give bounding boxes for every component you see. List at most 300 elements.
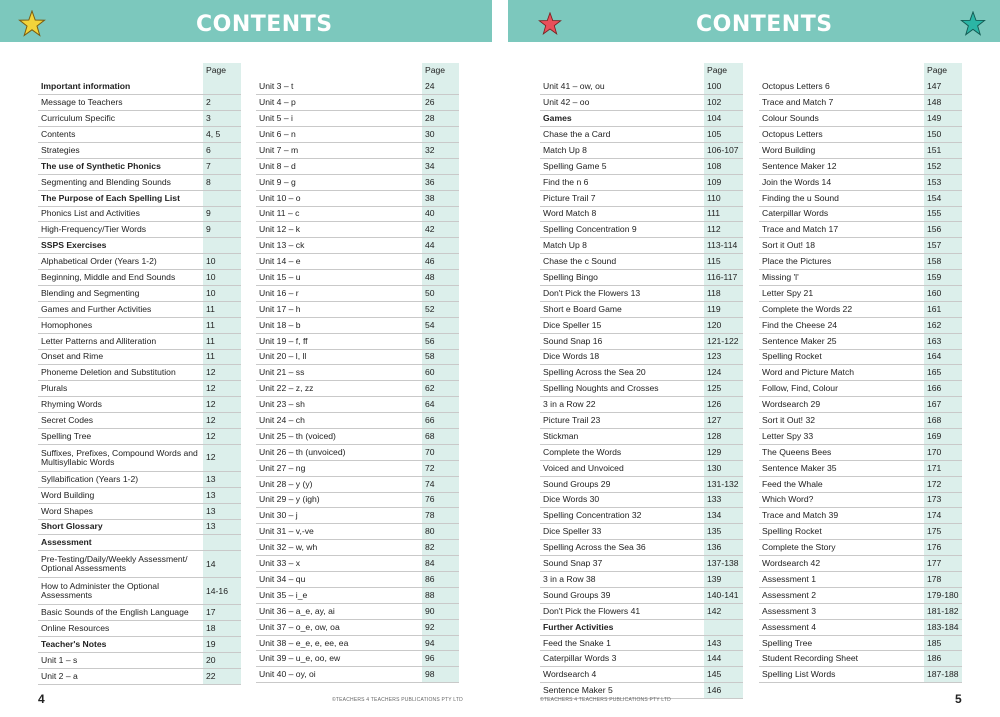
toc-row (38, 127, 241, 143)
toc-entry-page: 144 (704, 651, 743, 667)
toc-entry-page: 177 (924, 556, 962, 572)
toc-row (38, 142, 241, 158)
toc-row (256, 301, 459, 317)
toc-entry-title: Octopus Letters 6 (759, 79, 924, 95)
toc-row (38, 381, 241, 397)
toc-row (759, 365, 962, 381)
toc-row (759, 206, 962, 222)
toc-entry-page: 100 (704, 79, 743, 95)
toc-entry-title: Games and Further Activities (38, 301, 203, 317)
toc-entry-title: Picture Trail 7 (540, 190, 704, 206)
toc-entry-title: Unit 41 – ow, ou (540, 79, 704, 95)
toc-column-2 (256, 63, 459, 683)
toc-row (256, 667, 459, 683)
toc-entry-title: Don't Pick the Flowers 13 (540, 285, 704, 301)
toc-row (540, 635, 743, 651)
toc-header-blank (540, 63, 704, 79)
toc-row (38, 333, 241, 349)
toc-row (256, 317, 459, 333)
toc-row (540, 190, 743, 206)
toc-entry-page (203, 79, 241, 95)
toc-entry-page: 40 (422, 206, 459, 222)
toc-entry-page: 19 (203, 637, 241, 653)
toc-row (759, 333, 962, 349)
toc-row (38, 637, 241, 653)
toc-entry-title: Dice Words 30 (540, 492, 704, 508)
toc-row (540, 79, 743, 95)
toc-entry-page: 42 (422, 222, 459, 238)
toc-entry-title: Chase the a Card (540, 127, 704, 143)
toc-entry-title: Unit 23 – sh (256, 397, 422, 413)
toc-entry-page (203, 535, 241, 551)
toc-row (38, 503, 241, 519)
toc-entry-page: 66 (422, 413, 459, 429)
toc-entry-page: 108 (704, 158, 743, 174)
toc-entry-title: Phonics List and Activities (38, 206, 203, 222)
toc-entry-page (203, 238, 241, 254)
toc-entry-title: Unit 20 – l, ll (256, 349, 422, 365)
toc-row (759, 301, 962, 317)
toc-row (540, 603, 743, 619)
toc-entry-title: Blending and Segmenting (38, 285, 203, 301)
toc-row (38, 190, 241, 206)
toc-header-row (540, 63, 743, 79)
toc-row (540, 317, 743, 333)
toc-entry-title: Unit 42 – oo (540, 95, 704, 111)
toc-entry-page: 18 (203, 621, 241, 637)
toc-entry-title: Spelling Across the Sea 20 (540, 365, 704, 381)
toc-row (256, 603, 459, 619)
toc-row (540, 524, 743, 540)
toc-header-blank (759, 63, 924, 79)
toc-entry-title: Unit 21 – ss (256, 365, 422, 381)
toc-entry-page: 8 (203, 174, 241, 190)
toc-row (38, 79, 241, 95)
toc-entry-page: 172 (924, 476, 962, 492)
toc-header-blank (38, 63, 203, 79)
toc-entry-page: 58 (422, 349, 459, 365)
toc-entry-page (203, 190, 241, 206)
toc-row (759, 508, 962, 524)
toc-entry-page: 12 (203, 444, 241, 471)
toc-entry-page: 14 (203, 551, 241, 578)
toc-entry-title: Unit 39 – u_e, oo, ew (256, 651, 422, 667)
toc-row (540, 413, 743, 429)
toc-row (256, 270, 459, 286)
toc-entry-page: 82 (422, 540, 459, 556)
toc-entry-page: 147 (924, 79, 962, 95)
toc-entry-title: Unit 38 – e_e, e, ee, ea (256, 635, 422, 651)
toc-entry-page: 13 (203, 487, 241, 503)
toc-entry-page: 13 (203, 471, 241, 487)
toc-entry-page: 34 (422, 158, 459, 174)
toc-entry-title: Assessment 4 (759, 619, 924, 635)
toc-entry-title: Find the n 6 (540, 174, 704, 190)
toc-entry-page: 60 (422, 365, 459, 381)
toc-row (540, 428, 743, 444)
toc-entry-page: 135 (704, 524, 743, 540)
toc-entry-title: The use of Synthetic Phonics (38, 158, 203, 174)
toc-entry-title: Caterpillar Words 3 (540, 651, 704, 667)
toc-row (540, 619, 743, 635)
toc-entry-title: Sort it Out! 18 (759, 238, 924, 254)
toc-row (540, 254, 743, 270)
toc-entry-page: 125 (704, 381, 743, 397)
toc-row (759, 476, 962, 492)
toc-row (38, 285, 241, 301)
toc-row (38, 535, 241, 551)
toc-entry-page: 54 (422, 317, 459, 333)
toc-entry-page: 17 (203, 605, 241, 621)
toc-entry-page: 162 (924, 317, 962, 333)
toc-entry-title: High-Frequency/Tier Words (38, 222, 203, 238)
toc-row (38, 238, 241, 254)
toc-row (38, 254, 241, 270)
toc-entry-title: Match Up 8 (540, 142, 704, 158)
toc-entry-title: Unit 11 – c (256, 206, 422, 222)
toc-row (540, 111, 743, 127)
toc-entry-title: Unit 40 – oy, oi (256, 667, 422, 683)
toc-row (38, 111, 241, 127)
toc-row (759, 349, 962, 365)
toc-entry-page: 161 (924, 301, 962, 317)
toc-entry-page: 131-132 (704, 476, 743, 492)
toc-entry-page: 20 (203, 653, 241, 669)
page-column-header: Page (924, 63, 962, 79)
page-number-right: 5 (955, 692, 962, 706)
toc-entry-page: 153 (924, 174, 962, 190)
toc-entry-page: 46 (422, 254, 459, 270)
toc-entry-title: Spelling Bingo (540, 270, 704, 286)
toc-row (256, 158, 459, 174)
toc-row (540, 174, 743, 190)
toc-row (540, 540, 743, 556)
toc-entry-title: Assessment 2 (759, 587, 924, 603)
toc-row (540, 492, 743, 508)
toc-row (540, 349, 743, 365)
toc-entry-title: Assessment 1 (759, 572, 924, 588)
toc-entry-page: 176 (924, 540, 962, 556)
toc-row (759, 397, 962, 413)
toc-entry-title: Sound Snap 37 (540, 556, 704, 572)
toc-entry-title: 3 in a Row 22 (540, 397, 704, 413)
toc-entry-page: 133 (704, 492, 743, 508)
toc-entry-page: 123 (704, 349, 743, 365)
toc-entry-title: Wordsearch 4 (540, 667, 704, 683)
toc-entry-page: 111 (704, 206, 743, 222)
toc-entry-page: 136 (704, 540, 743, 556)
toc-entry-title: Follow, Find, Colour (759, 381, 924, 397)
toc-entry-title: Octopus Letters (759, 127, 924, 143)
toc-entry-page: 140-141 (704, 587, 743, 603)
toc-entry-title: Strategies (38, 142, 203, 158)
toc-entry-page: 151 (924, 142, 962, 158)
toc-entry-page: 118 (704, 285, 743, 301)
toc-row (759, 572, 962, 588)
toc-entry-title: Word and Picture Match (759, 365, 924, 381)
toc-entry-title: Stickman (540, 428, 704, 444)
toc-entry-title: Chase the c Sound (540, 254, 704, 270)
toc-entry-title: Curriculum Specific (38, 111, 203, 127)
toc-entry-page: 12 (203, 413, 241, 429)
toc-row (256, 333, 459, 349)
toc-entry-title: Unit 28 – y (y) (256, 476, 422, 492)
toc-entry-title: 3 in a Row 38 (540, 572, 704, 588)
toc-entry-page: 74 (422, 476, 459, 492)
toc-entry-title: Place the Pictures (759, 254, 924, 270)
toc-entry-title: Spelling Tree (759, 635, 924, 651)
toc-row (38, 317, 241, 333)
toc-row (759, 635, 962, 651)
toc-column-4 (759, 63, 962, 683)
toc-header-row (759, 63, 962, 79)
toc-entry-title: Letter Spy 33 (759, 428, 924, 444)
toc-row (540, 460, 743, 476)
toc-row (256, 556, 459, 572)
toc-row (256, 79, 459, 95)
toc-row (38, 519, 241, 535)
toc-entry-title: Sentence Maker 35 (759, 460, 924, 476)
toc-entry-page: 38 (422, 190, 459, 206)
toc-row (759, 413, 962, 429)
toc-entry-title: Feed the Whale (759, 476, 924, 492)
toc-entry-page: 164 (924, 349, 962, 365)
toc-entry-title: Unit 30 – j (256, 508, 422, 524)
toc-entry-title: Rhyming Words (38, 397, 203, 413)
toc-row (256, 381, 459, 397)
toc-entry-title: Unit 1 – s (38, 653, 203, 669)
toc-row (256, 285, 459, 301)
toc-row (256, 572, 459, 588)
toc-entry-title: Games (540, 111, 704, 127)
toc-entry-title: Unit 9 – g (256, 174, 422, 190)
toc-entry-title: Unit 10 – o (256, 190, 422, 206)
toc-entry-title: Assessment (38, 535, 203, 551)
toc-row (256, 397, 459, 413)
toc-entry-page: 186 (924, 651, 962, 667)
toc-entry-page: 70 (422, 444, 459, 460)
toc-entry-page: 126 (704, 397, 743, 413)
toc-entry-title: Further Activities (540, 619, 704, 635)
toc-row (256, 444, 459, 460)
toc-entry-page: 156 (924, 222, 962, 238)
toc-row (759, 556, 962, 572)
toc-entry-title: How to Administer the Optional Assessments (38, 578, 203, 605)
toc-entry-title: Beginning, Middle and End Sounds (38, 270, 203, 286)
toc-entry-title: Wordsearch 42 (759, 556, 924, 572)
toc-row (38, 397, 241, 413)
toc-entry-title: Unit 36 – a_e, ay, ai (256, 603, 422, 619)
toc-entry-page: 78 (422, 508, 459, 524)
toc-entry-page (704, 619, 743, 635)
toc-row (540, 587, 743, 603)
toc-row (256, 365, 459, 381)
toc-entry-page: 158 (924, 254, 962, 270)
toc-entry-title: Trace and Match 39 (759, 508, 924, 524)
toc-entry-title: Sort it Out! 32 (759, 413, 924, 429)
toc-entry-page: 134 (704, 508, 743, 524)
toc-row (38, 653, 241, 669)
toc-entry-title: Spelling Concentration 32 (540, 508, 704, 524)
toc-entry-title: Short Glossary (38, 519, 203, 535)
toc-entry-title: Unit 22 – z, zz (256, 381, 422, 397)
toc-row (540, 572, 743, 588)
toc-row (759, 254, 962, 270)
toc-row (256, 111, 459, 127)
toc-entry-page: 148 (924, 95, 962, 111)
toc-entry-page: 178 (924, 572, 962, 588)
toc-entry-title: Complete the Words (540, 444, 704, 460)
toc-row (256, 492, 459, 508)
toc-header-row (38, 63, 241, 79)
toc-row (540, 476, 743, 492)
toc-entry-title: Caterpillar Words (759, 206, 924, 222)
toc-entry-page: 48 (422, 270, 459, 286)
toc-entry-title: Segmenting and Blending Sounds (38, 174, 203, 190)
toc-table-2 (256, 63, 459, 683)
toc-entry-page: 137-138 (704, 556, 743, 572)
toc-entry-page: 12 (203, 428, 241, 444)
toc-entry-page: 80 (422, 524, 459, 540)
toc-row (759, 587, 962, 603)
toc-entry-title: Unit 4 – p (256, 95, 422, 111)
toc-entry-page: 110 (704, 190, 743, 206)
toc-row (540, 397, 743, 413)
toc-row (38, 301, 241, 317)
toc-row (38, 158, 241, 174)
toc-entry-title: Syllabification (Years 1-2) (38, 471, 203, 487)
toc-row (759, 381, 962, 397)
toc-entry-title: Sound Snap 16 (540, 333, 704, 349)
toc-entry-title: Spelling Across the Sea 36 (540, 540, 704, 556)
toc-entry-title: Contents (38, 127, 203, 143)
toc-row (540, 508, 743, 524)
toc-entry-page: 24 (422, 79, 459, 95)
toc-entry-page: 11 (203, 317, 241, 333)
toc-row (38, 174, 241, 190)
toc-entry-page: 159 (924, 270, 962, 286)
toc-row (759, 524, 962, 540)
toc-entry-page: 169 (924, 428, 962, 444)
toc-entry-title: Unit 6 – n (256, 127, 422, 143)
toc-entry-page: 68 (422, 428, 459, 444)
toc-entry-page: 174 (924, 508, 962, 524)
toc-entry-page: 119 (704, 301, 743, 317)
toc-row (256, 95, 459, 111)
toc-row (759, 238, 962, 254)
toc-row (759, 174, 962, 190)
toc-entry-page: 112 (704, 222, 743, 238)
toc-entry-title: Suffixes, Prefixes, Compound Words and Multisyllabic Words (38, 444, 203, 471)
page-title-right: CONTENTS (696, 12, 833, 37)
toc-entry-page: 120 (704, 317, 743, 333)
toc-entry-title: Online Resources (38, 621, 203, 637)
toc-entry-title: Unit 15 – u (256, 270, 422, 286)
page-title-left: CONTENTS (196, 12, 333, 37)
toc-entry-page: 64 (422, 397, 459, 413)
toc-row (759, 619, 962, 635)
toc-entry-page: 142 (704, 603, 743, 619)
toc-row (540, 381, 743, 397)
toc-entry-title: Word Shapes (38, 503, 203, 519)
toc-entry-page: 98 (422, 667, 459, 683)
toc-entry-page: 92 (422, 619, 459, 635)
toc-entry-title: Sound Groups 39 (540, 587, 704, 603)
toc-entry-page: 11 (203, 349, 241, 365)
toc-entry-page: 106-107 (704, 142, 743, 158)
toc-row (759, 492, 962, 508)
toc-entry-page: 13 (203, 503, 241, 519)
toc-entry-page: 62 (422, 381, 459, 397)
toc-entry-title: Unit 19 – f, ff (256, 333, 422, 349)
toc-entry-title: Trace and Match 17 (759, 222, 924, 238)
toc-entry-title: Unit 12 – k (256, 222, 422, 238)
toc-entry-page: 143 (704, 635, 743, 651)
toc-entry-page: 10 (203, 270, 241, 286)
toc-row (540, 270, 743, 286)
page-column-header: Page (422, 63, 459, 79)
toc-row (540, 238, 743, 254)
toc-row (38, 270, 241, 286)
toc-entry-title: Short e Board Game (540, 301, 704, 317)
toc-entry-title: Word Building (38, 487, 203, 503)
toc-entry-page: 2 (203, 95, 241, 111)
toc-entry-title: Feed the Snake 1 (540, 635, 704, 651)
toc-entry-page: 187-188 (924, 667, 962, 683)
copyright-left: ©TEACHERS 4 TEACHERS PUBLICATIONS PTY LTD (332, 697, 463, 703)
toc-entry-title: Unit 18 – b (256, 317, 422, 333)
page-gutter (492, 0, 508, 717)
toc-entry-title: Finding the u Sound (759, 190, 924, 206)
toc-entry-title: Unit 5 – i (256, 111, 422, 127)
toc-entry-page: 12 (203, 365, 241, 381)
toc-entry-title: Unit 17 – h (256, 301, 422, 317)
toc-entry-page: 168 (924, 413, 962, 429)
toc-row (38, 551, 241, 578)
toc-entry-title: Sentence Maker 25 (759, 333, 924, 349)
toc-row (256, 540, 459, 556)
toc-entry-title: Spelling Noughts and Crosses (540, 381, 704, 397)
toc-entry-title: Letter Patterns and Alliteration (38, 333, 203, 349)
toc-entry-title: Alphabetical Order (Years 1-2) (38, 254, 203, 270)
toc-row (540, 222, 743, 238)
toc-entry-title: Join the Words 14 (759, 174, 924, 190)
toc-entry-title: Complete the Story (759, 540, 924, 556)
toc-entry-page: 130 (704, 460, 743, 476)
toc-entry-page: 139 (704, 572, 743, 588)
toc-entry-title: The Queens Bees (759, 444, 924, 460)
toc-row (759, 317, 962, 333)
toc-entry-page: 155 (924, 206, 962, 222)
toc-column-3 (540, 63, 743, 699)
toc-entry-title: SSPS Exercises (38, 238, 203, 254)
toc-entry-title: Which Word? (759, 492, 924, 508)
toc-entry-page: 116-117 (704, 270, 743, 286)
toc-row (256, 206, 459, 222)
toc-row (540, 651, 743, 667)
toc-row (759, 667, 962, 683)
toc-entry-title: Unit 8 – d (256, 158, 422, 174)
toc-entry-title: Onset and Rime (38, 349, 203, 365)
toc-entry-title: Spelling Concentration 9 (540, 222, 704, 238)
toc-header-blank (256, 63, 422, 79)
toc-entry-title: Spelling List Words (759, 667, 924, 683)
toc-entry-title: Unit 29 – y (igh) (256, 492, 422, 508)
toc-entry-page: 167 (924, 397, 962, 413)
toc-row (256, 222, 459, 238)
toc-entry-page: 160 (924, 285, 962, 301)
toc-row (256, 508, 459, 524)
